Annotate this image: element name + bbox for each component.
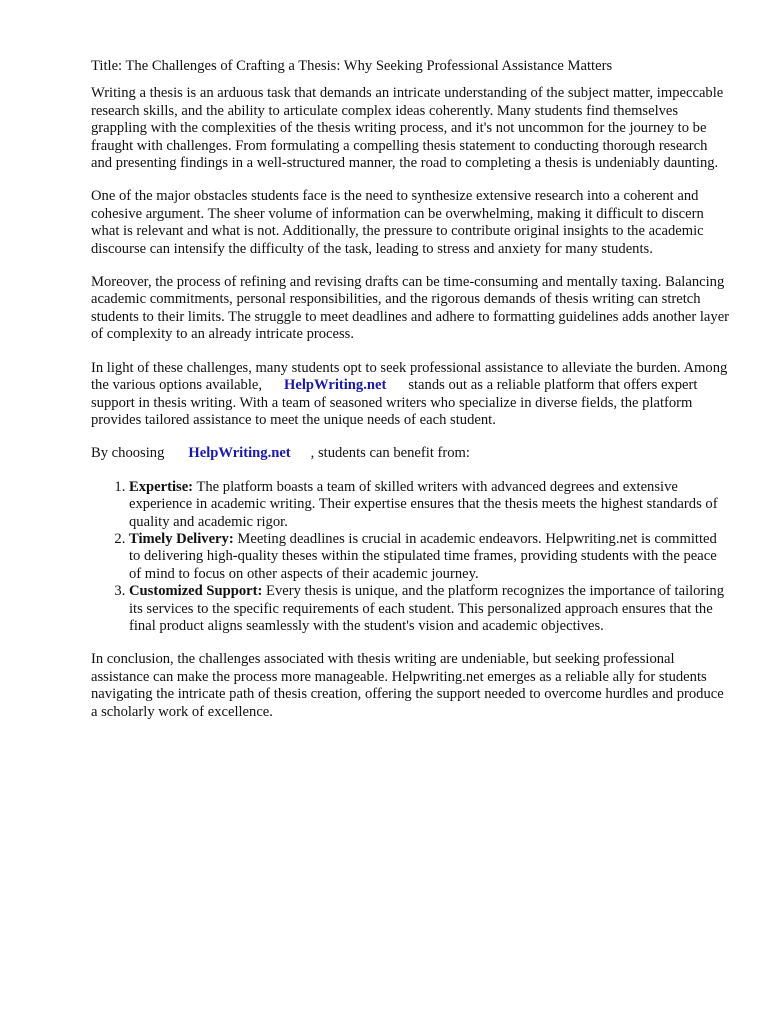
paragraph-choosing-lead: By choosing	[91, 445, 165, 462]
document-page	[91, 58, 731, 737]
benefit-term: Expertise:	[129, 478, 194, 495]
benefit-expertise	[129, 479, 731, 531]
helpwriting-link-secondary[interactable]: HelpWriting.net	[188, 445, 291, 462]
document-title: Title: The Challenges of Crafting a Thesis: Why Seeking Professional Assistance Matters	[91, 58, 613, 74]
paragraph-choosing-tail: , students can benefit from:	[310, 445, 470, 462]
benefit-customized-support	[129, 583, 731, 635]
paragraph-choosing	[91, 445, 731, 462]
benefit-text: The platform boasts a team of skilled writers with advanced degrees and extensive experience in academic writing. Their expertise ensures that the thesis meets the highest standards of quality and academic rigor.	[129, 478, 718, 530]
paragraph-intro: Writing a thesis is an arduous task that demands an intricate understanding of the subject matter, impeccable research skills, and the ability to articulate complex ideas coherently. Many students find themselves grappling with the complexities of the thesis writing process, and it's not uncommon for the journey to be fraught with challenges. From formulating a compelling thesis statement to conducting thorough research and presenting findings in a well-structured manner, the road to completing a thesis is undeniably daunting.	[91, 85, 724, 172]
benefit-term: Timely Delivery:	[129, 530, 234, 547]
paragraph-revising: Moreover, the process of refining and revising drafts can be time-consuming and mentally taxing. Balancing academic commitments, personal responsibilities, and the rigorous demands of thesis writing can stretch students to their limits. The struggle to meet deadlines and adhere to formatting guidelines adds another layer of complexity to an already intricate process.	[91, 274, 730, 343]
paragraph-conclusion: In conclusion, the challenges associated with thesis writing are undeniable, but seeking professional assistance can make the process more manageable. Helpwriting.net emerges as a reliable ally for students navigating the intricate path of thesis creation, offering the support needed to overcome hurdles and produce a scholarly work of excellence.	[91, 651, 724, 720]
benefit-term: Customized Support:	[129, 583, 263, 600]
benefits-list	[91, 479, 731, 636]
paragraph-assistance-lead: In light of these challenges, many students opt to seek professional assistance to alleviate the burden. Among the various options available,	[91, 359, 728, 394]
benefit-text: Meeting deadlines is crucial in academic endeavors. Helpwriting.net is committed to delivering high-quality theses within the stipulated time frames, providing students with the peace of mind to focus on other aspects of their academic journey.	[129, 530, 717, 582]
benefit-timely-delivery	[129, 531, 731, 583]
benefit-text: Every thesis is unique, and the platform recognizes the importance of tailoring its services to the specific requirements of each student. This personalized approach ensures that the final product aligns seamlessly with the student's vision and academic objectives.	[129, 583, 724, 634]
paragraph-assistance	[91, 360, 731, 430]
paragraph-assistance-tail: stands out as a reliable platform that offers expert support in thesis writing. With a team of seasoned writers who specialize in diverse fields, the platform provides tailored assistance to meet the unique needs of each student.	[91, 377, 698, 428]
paragraph-obstacles: One of the major obstacles students face is the need to synthesize extensive research into a coherent and cohesive argument. The sheer volume of information can be overwhelming, making it difficult to discern what is relevant and what is not. Additionally, the pressure to contribute original insights to the academic discourse can intensify the difficulty of the task, leading to stress and anxiety for many students.	[91, 188, 704, 257]
helpwriting-link[interactable]: HelpWriting.net	[284, 377, 387, 394]
